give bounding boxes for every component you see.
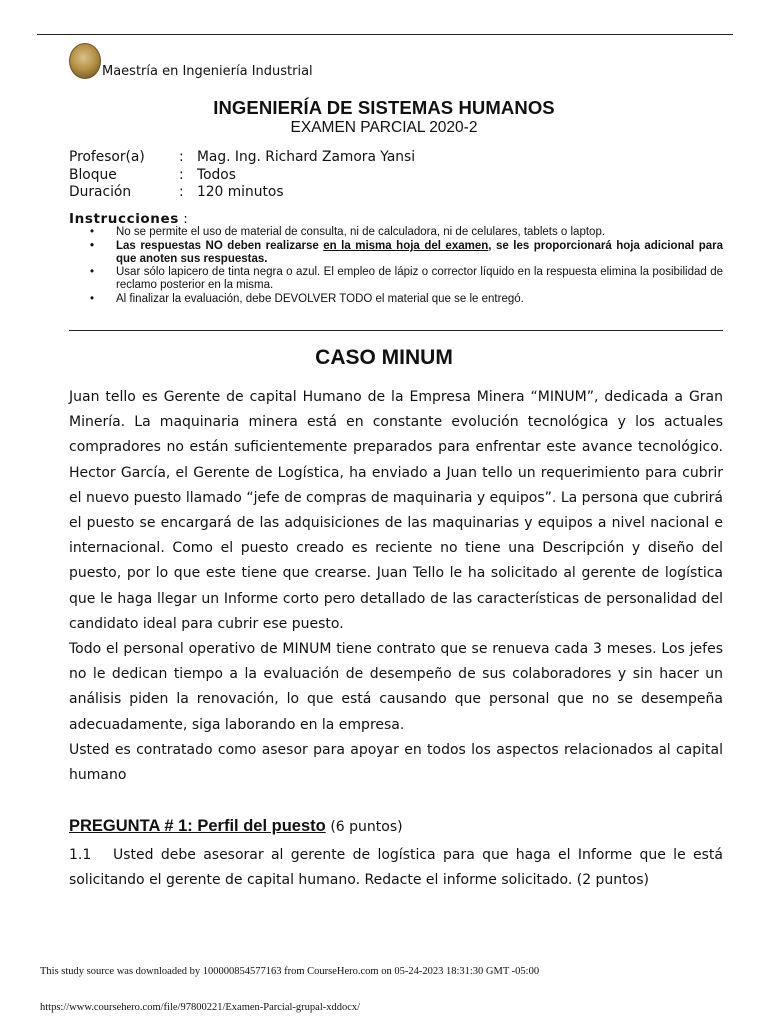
download-notice: This study source was downloaded by 100000854577163 from CourseHero.com on 05-24-2023 18:31:30 GMT -05:00 xyxy=(40,966,540,977)
info-label: Duración xyxy=(69,184,132,200)
university-seal-icon xyxy=(69,43,101,79)
instruction-text: Al finalizar la evaluación, debe DEVOLVER TODO el material que se le entregó. xyxy=(116,292,524,305)
info-label: Bloque xyxy=(69,166,117,183)
case-paragraph: Juan tello es Gerente de capital Humano de la Empresa Minera “MINUM”, dedicada a Gran Minería. La maquinaria minera está en constante evolución tecnológica y los actuales compradores no están suficientemente preparados para enfrentar este avance tecnológico. Hector García, el Gerente de Logística, ha enviado a Juan tello un requerimiento para cubrir el nuevo puesto llamado “jefe de compras de maquinaria y equipos”. La persona que cubrirá el puesto se encargará de las adquisiciones de las maquinarias y equipos a nivel nacional e internacional. Como el puesto creado es reciente no tiene una Descripción y diseño del puesto, por lo que este tiene que crearse. Juan Tello le ha solicitado al gerente de logística que le haga llegar un Informe corto pero detallado de las características de personalidad del candidato ideal para cubrir ese puesto. xyxy=(69,389,723,632)
instructions-list xyxy=(69,226,723,307)
question-item-text: Usted debe asesorar al gerente de logística para que haga el Informe que le está solicitando el gerente de capital humano. Redacte el informe solicitado. (2 puntos) xyxy=(69,847,723,889)
bullet-icon: • xyxy=(90,266,95,279)
info-separator: : xyxy=(179,166,184,183)
case-body xyxy=(69,385,723,788)
info-separator: : xyxy=(179,184,184,200)
list-item xyxy=(69,240,723,266)
instructions-title: Instrucciones xyxy=(69,211,179,227)
info-row-block xyxy=(69,167,415,185)
instruction-underlined-text: en la misma hoja del examen xyxy=(323,239,489,252)
instruction-text: Usar sólo lapicero de tinta negra o azul. El empleo de lápiz o corrector líquido en la respuesta elimina la posibilidad de reclamo posterior en la misma. xyxy=(116,266,723,292)
source-url[interactable]: https://www.coursehero.com/file/97800221/Examen-Parcial-grupal-xddocx/ xyxy=(40,1002,361,1013)
question-title: PREGUNTA # 1: Perfil del puesto xyxy=(69,817,326,835)
list-item xyxy=(69,226,723,239)
bullet-icon: • xyxy=(90,292,95,305)
case-title: CASO MINUM xyxy=(315,346,453,369)
instructions-colon: : xyxy=(183,211,188,227)
info-row-duration xyxy=(69,184,415,202)
question-item-number: 1.1 xyxy=(69,847,92,863)
instruction-text: No se permite el uso de material de consulta, ni de calculadora, ni de celulares, tablets o laptop. xyxy=(116,226,606,238)
bullet-icon: • xyxy=(90,226,95,238)
instruction-text: , se les proporcionará hoja adicional para que anoten sus respuestas. xyxy=(116,239,723,265)
exam-title: INGENIERÍA DE SISTEMAS HUMANOS xyxy=(213,97,555,118)
question-item xyxy=(69,843,723,893)
info-value: Todos xyxy=(197,166,236,183)
instructions-heading xyxy=(69,211,188,227)
instruction-text: Las respuestas NO deben realizarse xyxy=(116,239,324,252)
institution-name: Maestría en Ingeniería Industrial xyxy=(102,64,313,79)
info-label: Profesor(a) xyxy=(69,149,145,165)
info-row-professor xyxy=(69,149,415,167)
info-value: Mag. Ing. Richard Zamora Yansi xyxy=(197,149,416,165)
case-paragraph: Usted es contratado como asesor para apoyar en todos los aspectos relacionados al capital humano xyxy=(69,741,723,784)
top-rule xyxy=(37,34,733,35)
bullet-icon: • xyxy=(90,239,95,252)
info-separator: : xyxy=(179,149,184,165)
question-points: (6 puntos) xyxy=(330,819,403,835)
exam-subtitle: EXAMEN PARCIAL 2020-2 xyxy=(290,119,478,136)
exam-info xyxy=(69,149,415,202)
section-divider xyxy=(69,330,723,331)
info-value: 120 minutos xyxy=(197,184,284,200)
list-item xyxy=(69,293,723,306)
case-paragraph: Todo el personal operativo de MINUM tiene contrato que se renueva cada 3 meses. Los jefes no le dedican tiempo a la evaluación de desempeño de sus colaboradores y sin hacer un análisis piden la renovación, lo que está causando que personal que no se desempeña adecuadamente, siga laborando en la empresa. xyxy=(69,641,723,733)
list-item xyxy=(69,266,723,292)
document-header xyxy=(69,43,313,79)
question-heading xyxy=(69,817,403,836)
